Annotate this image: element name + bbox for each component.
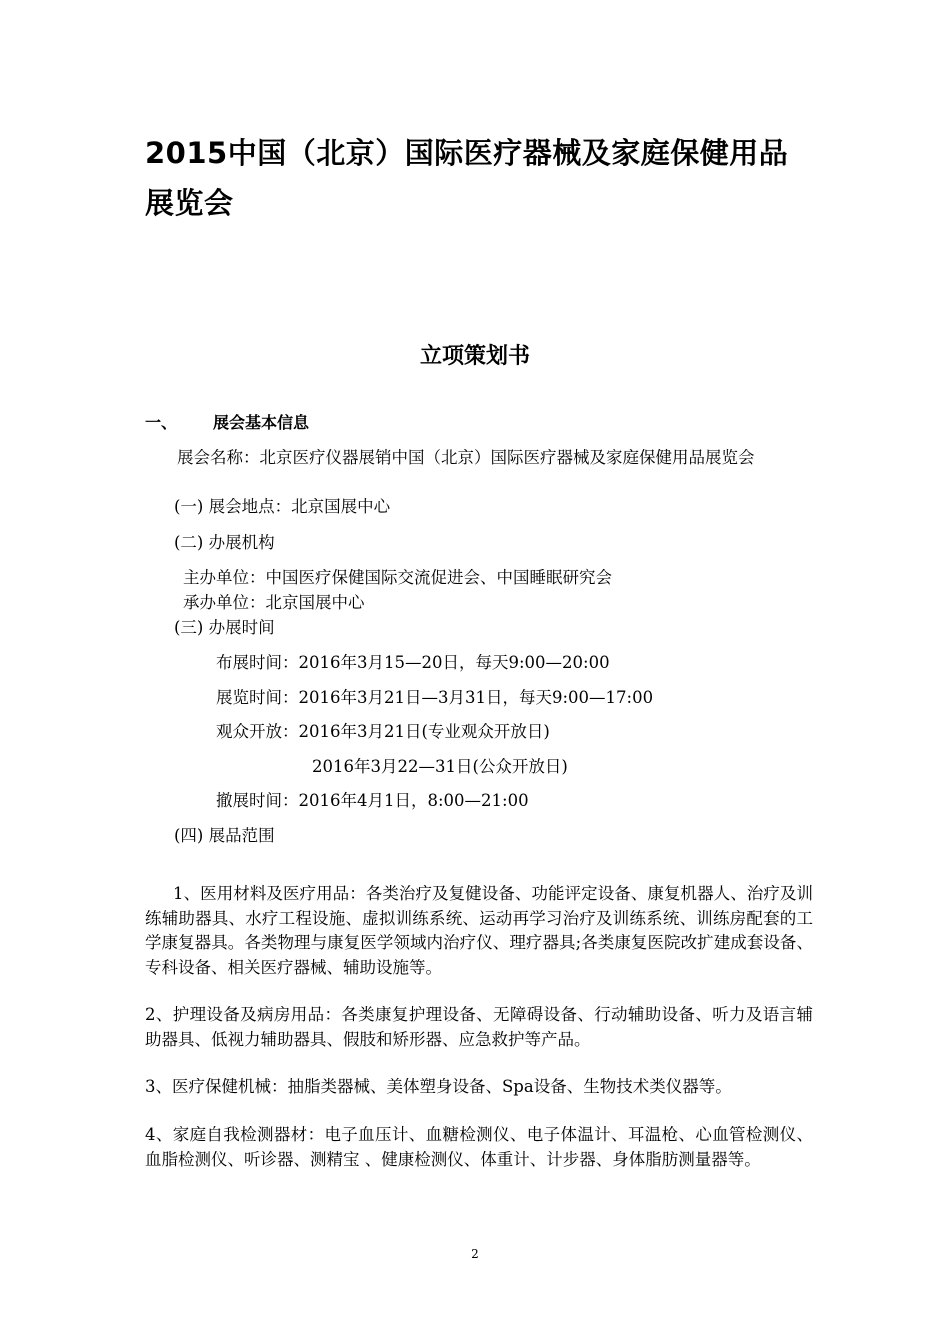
scope-item: 1、医用材料及医疗用品：各类治疗及复健设备、功能评定设备、康复机器人、治疗及训练辅助器具、水疗工程设施、虚拟训练系统、运动再学习治疗及训练系统、训练房配套的工学康复器具。各类物理与康复医学领域内治疗仪、理疗器具;各类康复医院改扩建成套设备、专科设备、相关医疗器械、辅助设施等。 [145,884,813,977]
section-heading [145,411,309,435]
document-title: 2015中国（北京）国际医疗器械及家庭保健用品展览会 [145,136,789,220]
teardown-time: 撤展时间：2016年4月1日，8:00—21:00 [216,791,529,810]
undertaking-organizer: 承办单位：北京国展中心 [183,593,365,612]
scope-item: 3、医疗保健机械：抽脂类器械、美体塑身设备、Spa设备、生物技术类仪器等。 [145,1077,732,1096]
scope-heading: (四) 展品范围 [174,826,275,845]
exhibition-name: 展会名称：北京医疗仪器展销中国（北京）国际医疗器械及家庭保健用品展览会 [177,448,755,467]
scope-item: 4、家庭自我检测器材：电子血压计、血糖检测仪、电子体温计、耳温枪、心血管检测仪、血脂检测仪、听诊器、测精宝 、健康检测仪、体重计、计步器、身体脂肪测量器等。 [145,1125,813,1169]
scope-item: 2、护理设备及病房用品：各类康复护理设备、无障碍设备、行动辅助设备、听力及语言辅助器具、低视力辅助器具、假肢和矫形器、应急救护等产品。 [145,1005,813,1049]
section-number: 一、 [145,413,178,432]
exhibition-location: (一) 展会地点：北京国展中心 [174,497,391,516]
page-number: 2 [471,1247,479,1261]
setup-time: 布展时间：2016年3月15—20日，每天9:00—20:00 [216,653,610,672]
public-open-time: 2016年3月22—31日(公众开放日) [312,757,568,776]
section-heading-text: 展会基本信息 [213,413,310,432]
host-organizer: 主办单位：中国医疗保健国际交流促进会、中国睡眠研究会 [183,568,612,587]
exhibit-time: 展览时间：2016年3月21日—3月31日，每天9:00—17:00 [216,688,654,707]
schedule-heading: (三) 办展时间 [174,618,275,637]
organizers-heading: (二) 办展机构 [174,533,275,552]
document-subtitle: 立项策划书 [419,344,530,369]
visitor-open-time: 观众开放：2016年3月21日(专业观众开放日) [216,722,550,741]
